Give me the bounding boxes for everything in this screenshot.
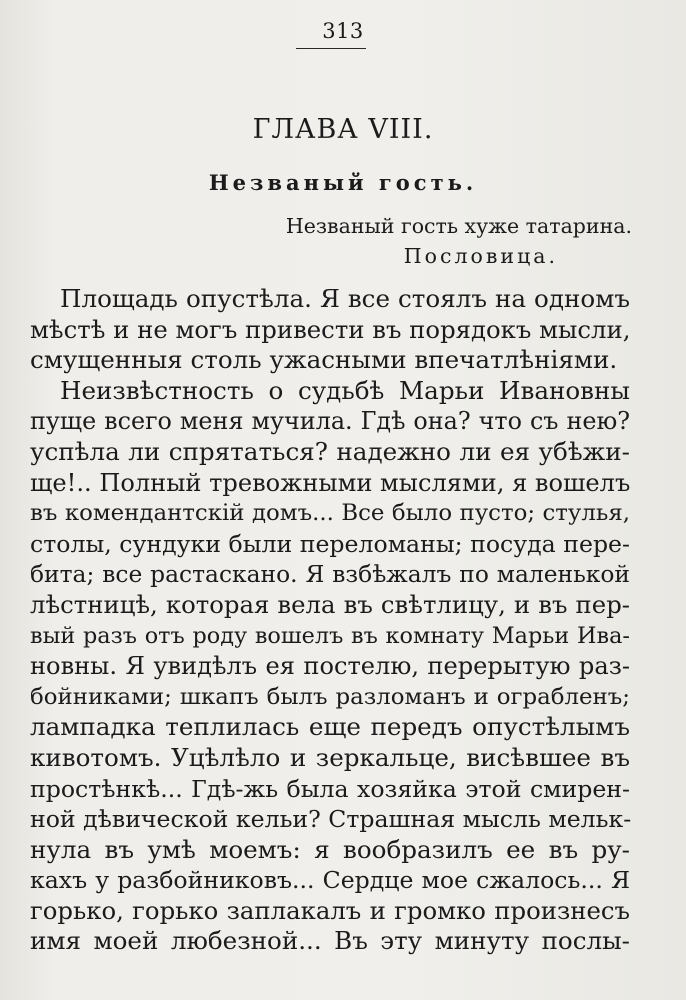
text-line: бойниками; шкапъ былъ разломанъ и ограбленъ;: [30, 683, 630, 710]
text-line: простѣнкѣ... Гдѣ-жь была хозяйка этой смирен-: [30, 774, 630, 803]
page-number-rule: [296, 48, 366, 49]
body-text: [30, 284, 630, 957]
text-line: Площадь опустѣла. Я все стоялъ на одномъ: [60, 284, 630, 313]
text-line: ще!.. Полный тревожными мыслями, я вошелъ: [30, 468, 631, 497]
text-line: въ комендантскій домъ... Все было пусто; стулья,: [30, 500, 630, 527]
chapter-title: ГЛАВА VIII.: [252, 114, 434, 145]
text-line: пуще всего меня мучила. Гдѣ она? что съ нею?: [30, 407, 630, 436]
paragraph: [30, 284, 630, 376]
text-line: горько, горько заплакалъ и громко произнесъ: [30, 895, 630, 925]
paragraph: [30, 376, 630, 957]
text-line: лампадка теплилась еще передъ опустѣлымъ: [30, 712, 630, 742]
text-line: Неизвѣстность о судьбѣ Марьи Ивановны: [60, 375, 630, 405]
text-line: нула въ умѣ моемъ: я вообразилъ ее въ ру-: [30, 834, 630, 864]
epigraph-text: Незваный гость хуже татарина.: [285, 214, 632, 238]
text-line: столы, сундуки были переломаны; посуда пере-: [30, 529, 630, 558]
text-line: кахъ у разбойниковъ... Сердце мое сжалось... Я: [30, 866, 630, 895]
text-line: кивотомъ. Уцѣлѣло и зеркальце, висѣвшее въ: [30, 742, 630, 772]
chapter-subtitle: Незваный гость.: [208, 170, 478, 195]
text-line: мѣстѣ и не могъ привести въ порядокъ мысли,: [30, 314, 631, 344]
text-line: вый разъ отъ роду вошелъ въ комнату Марьи Ива-: [30, 622, 630, 649]
page-number: 313: [322, 19, 364, 43]
text-line: новны. Я увидѣлъ ея постелю, перерытую раз-: [30, 652, 630, 681]
text-line: бита; все растаскано. Я взбѣжалъ по маленькой: [30, 560, 630, 589]
epigraph-source: Пословица.: [403, 244, 558, 268]
text-line: смущенныя столь ужасными впечатлѣніями.: [30, 345, 618, 375]
text-line: ной дѣвической кельи? Страшная мысль мельк-: [30, 805, 632, 834]
text-line: успѣла ли спрятаться? надежно ли ея убѣжи-: [30, 436, 630, 466]
text-line: лѣстницѣ, которая вела въ свѣтлицу, и въ пер-: [30, 589, 630, 619]
text-line: имя моей любезной... Въ эту минуту послы-: [30, 926, 630, 956]
